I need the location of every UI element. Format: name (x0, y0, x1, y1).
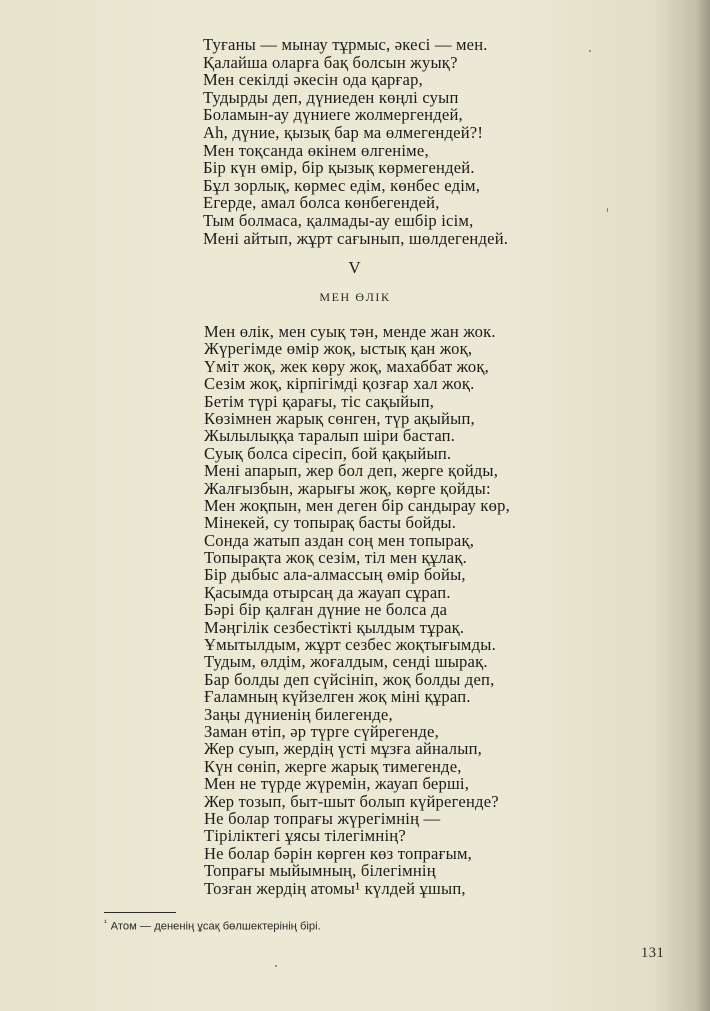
poem-line: Топрағы мыйымның, білегімнің (204, 861, 436, 881)
poem-line: Бір дыбыс ала-алмассың өмір бойы, (204, 565, 466, 585)
poem-line: Мені айтып, жұрт сағынып, шөлдегендей. (203, 228, 509, 248)
poem-line: Суық болса сіресіп, бой қақыйып. (204, 443, 452, 463)
poem-line: Мен тоқсанда өкінем өлгеніме, (203, 140, 429, 160)
top-stanza (203, 36, 508, 247)
poem-line: Жер тозып, быт-шыт болып күйрегенде? (204, 791, 499, 811)
footnote-marker: ¹ (104, 918, 107, 927)
poem-line: Мен секілді әкесін ода қарғар, (203, 70, 423, 90)
poem-line: Мәңгілік сезбестікті қылдым тұрақ. (204, 617, 465, 637)
poem-line: Сонда жатып аздан соң мен топырақ, (204, 530, 475, 550)
section-title: МЕН ӨЛІК (319, 290, 391, 304)
poem-line: Мінекей, су топырақ басты бойды. (204, 513, 457, 533)
poem-line: Тым болмаса, қалмады-ау ешбір ісім, (203, 210, 474, 230)
section-number: V (348, 258, 362, 277)
poem-line: Күн сөніп, жерге жарық тимегенде, (204, 756, 462, 776)
poem-line: Мен не түрде жүремін, жауап берші, (204, 774, 470, 794)
poem-line: Жүрегімде өмір жоқ, ыстық қан жоқ, (204, 339, 473, 359)
poem-line: Жер суып, жердің үсті мұзға айналып, (204, 739, 483, 759)
poem-line: Ұмытылдым, жұрт сезбес жоқтығымды. (204, 635, 496, 655)
poem-line: Бетім түрі қарағы, тіс сақыйып, (204, 391, 435, 411)
poem-line: Жалғызбын, жарығы жоқ, көрге қойды: (204, 478, 491, 498)
poem-line: Бәрі бір қалған дүние не болса да (204, 600, 448, 620)
poem-line: Тудырды деп, дүниеден көңлі суып (203, 87, 459, 107)
footnote-divider (104, 912, 176, 913)
poem-line: Топырақта жоқ сезім, тіл мен құлақ. (204, 548, 467, 568)
poem-line: Не болар бәрін көрген көз топрағым, (204, 843, 473, 863)
poem-line: Туғаны — мынау тұрмыс, әкесі — мен. (203, 35, 488, 54)
poem-line: Ғаламның күйзелген жоқ міні құрап. (204, 687, 471, 707)
poem-line: Мені апарып, жер бол деп, жерге қойды, (204, 461, 499, 481)
poem-line: Бұл зорлық, көрмес едім, көнбес едім, (203, 175, 481, 195)
main-stanza (204, 323, 510, 897)
poem-line: Тозған жердің атомы¹ күлдей ұшып, (204, 878, 466, 898)
poem-line: Қалайша оларға бақ болсын жуық? (203, 52, 458, 72)
poem-line: Сезім жоқ, кірпігімді қозғар хал жоқ. (204, 374, 475, 394)
poem-line: Мен жоқпын, мен деген бір сандырау көр, (204, 495, 511, 515)
poem-line: Егерде, амал болса көнбегендей, (203, 193, 440, 213)
poem-line: Ah, дүние, қызық бар ма өлмегендей?! (203, 122, 484, 142)
poem-line: Көзімнен жарық сөнген, түр ақыйып, (204, 408, 475, 428)
poem-line: Не болар топрағы жүрегімнің — (204, 808, 441, 828)
page-number: 131 (641, 945, 665, 961)
poem-line: Заңы дүниенің билегенде, (204, 704, 393, 724)
poem-line: Боламын-ау дүниеге жолмергендей, (203, 105, 463, 125)
poem-line: Заман өтіп, әр түрге сүйрегенде, (204, 721, 439, 741)
poem-line: Бар болды деп сүйсініп, жоқ болды деп, (204, 669, 495, 689)
poem-line: Жылылыққа таралып шіри бастап. (204, 426, 456, 446)
poem-line: Мен өлік, мен суық тән, менде жан жок. (204, 322, 496, 341)
poem-line: Бір күн өмір, бір қызық көрмегендей. (203, 158, 475, 178)
footnote-text: Атом — дененің ұсақ бөлшектерінің бірі. (110, 920, 321, 933)
poem-line: Тіріліктегі ұясы тілегімнің? (204, 826, 406, 846)
footnote (104, 918, 321, 933)
paper-speck (607, 208, 608, 212)
poem-line: Үміт жоқ, жек көру жоқ, махаббат жоқ, (204, 356, 489, 376)
paper-speck (275, 965, 277, 967)
poem-line: Қасымда отырсаң да жауап сұрап. (204, 582, 451, 602)
poem-line: Тудым, өлдім, жоғалдым, сенді шырақ. (204, 652, 488, 672)
page-edge-shadow (696, 0, 710, 1011)
paper-speck (589, 50, 591, 52)
